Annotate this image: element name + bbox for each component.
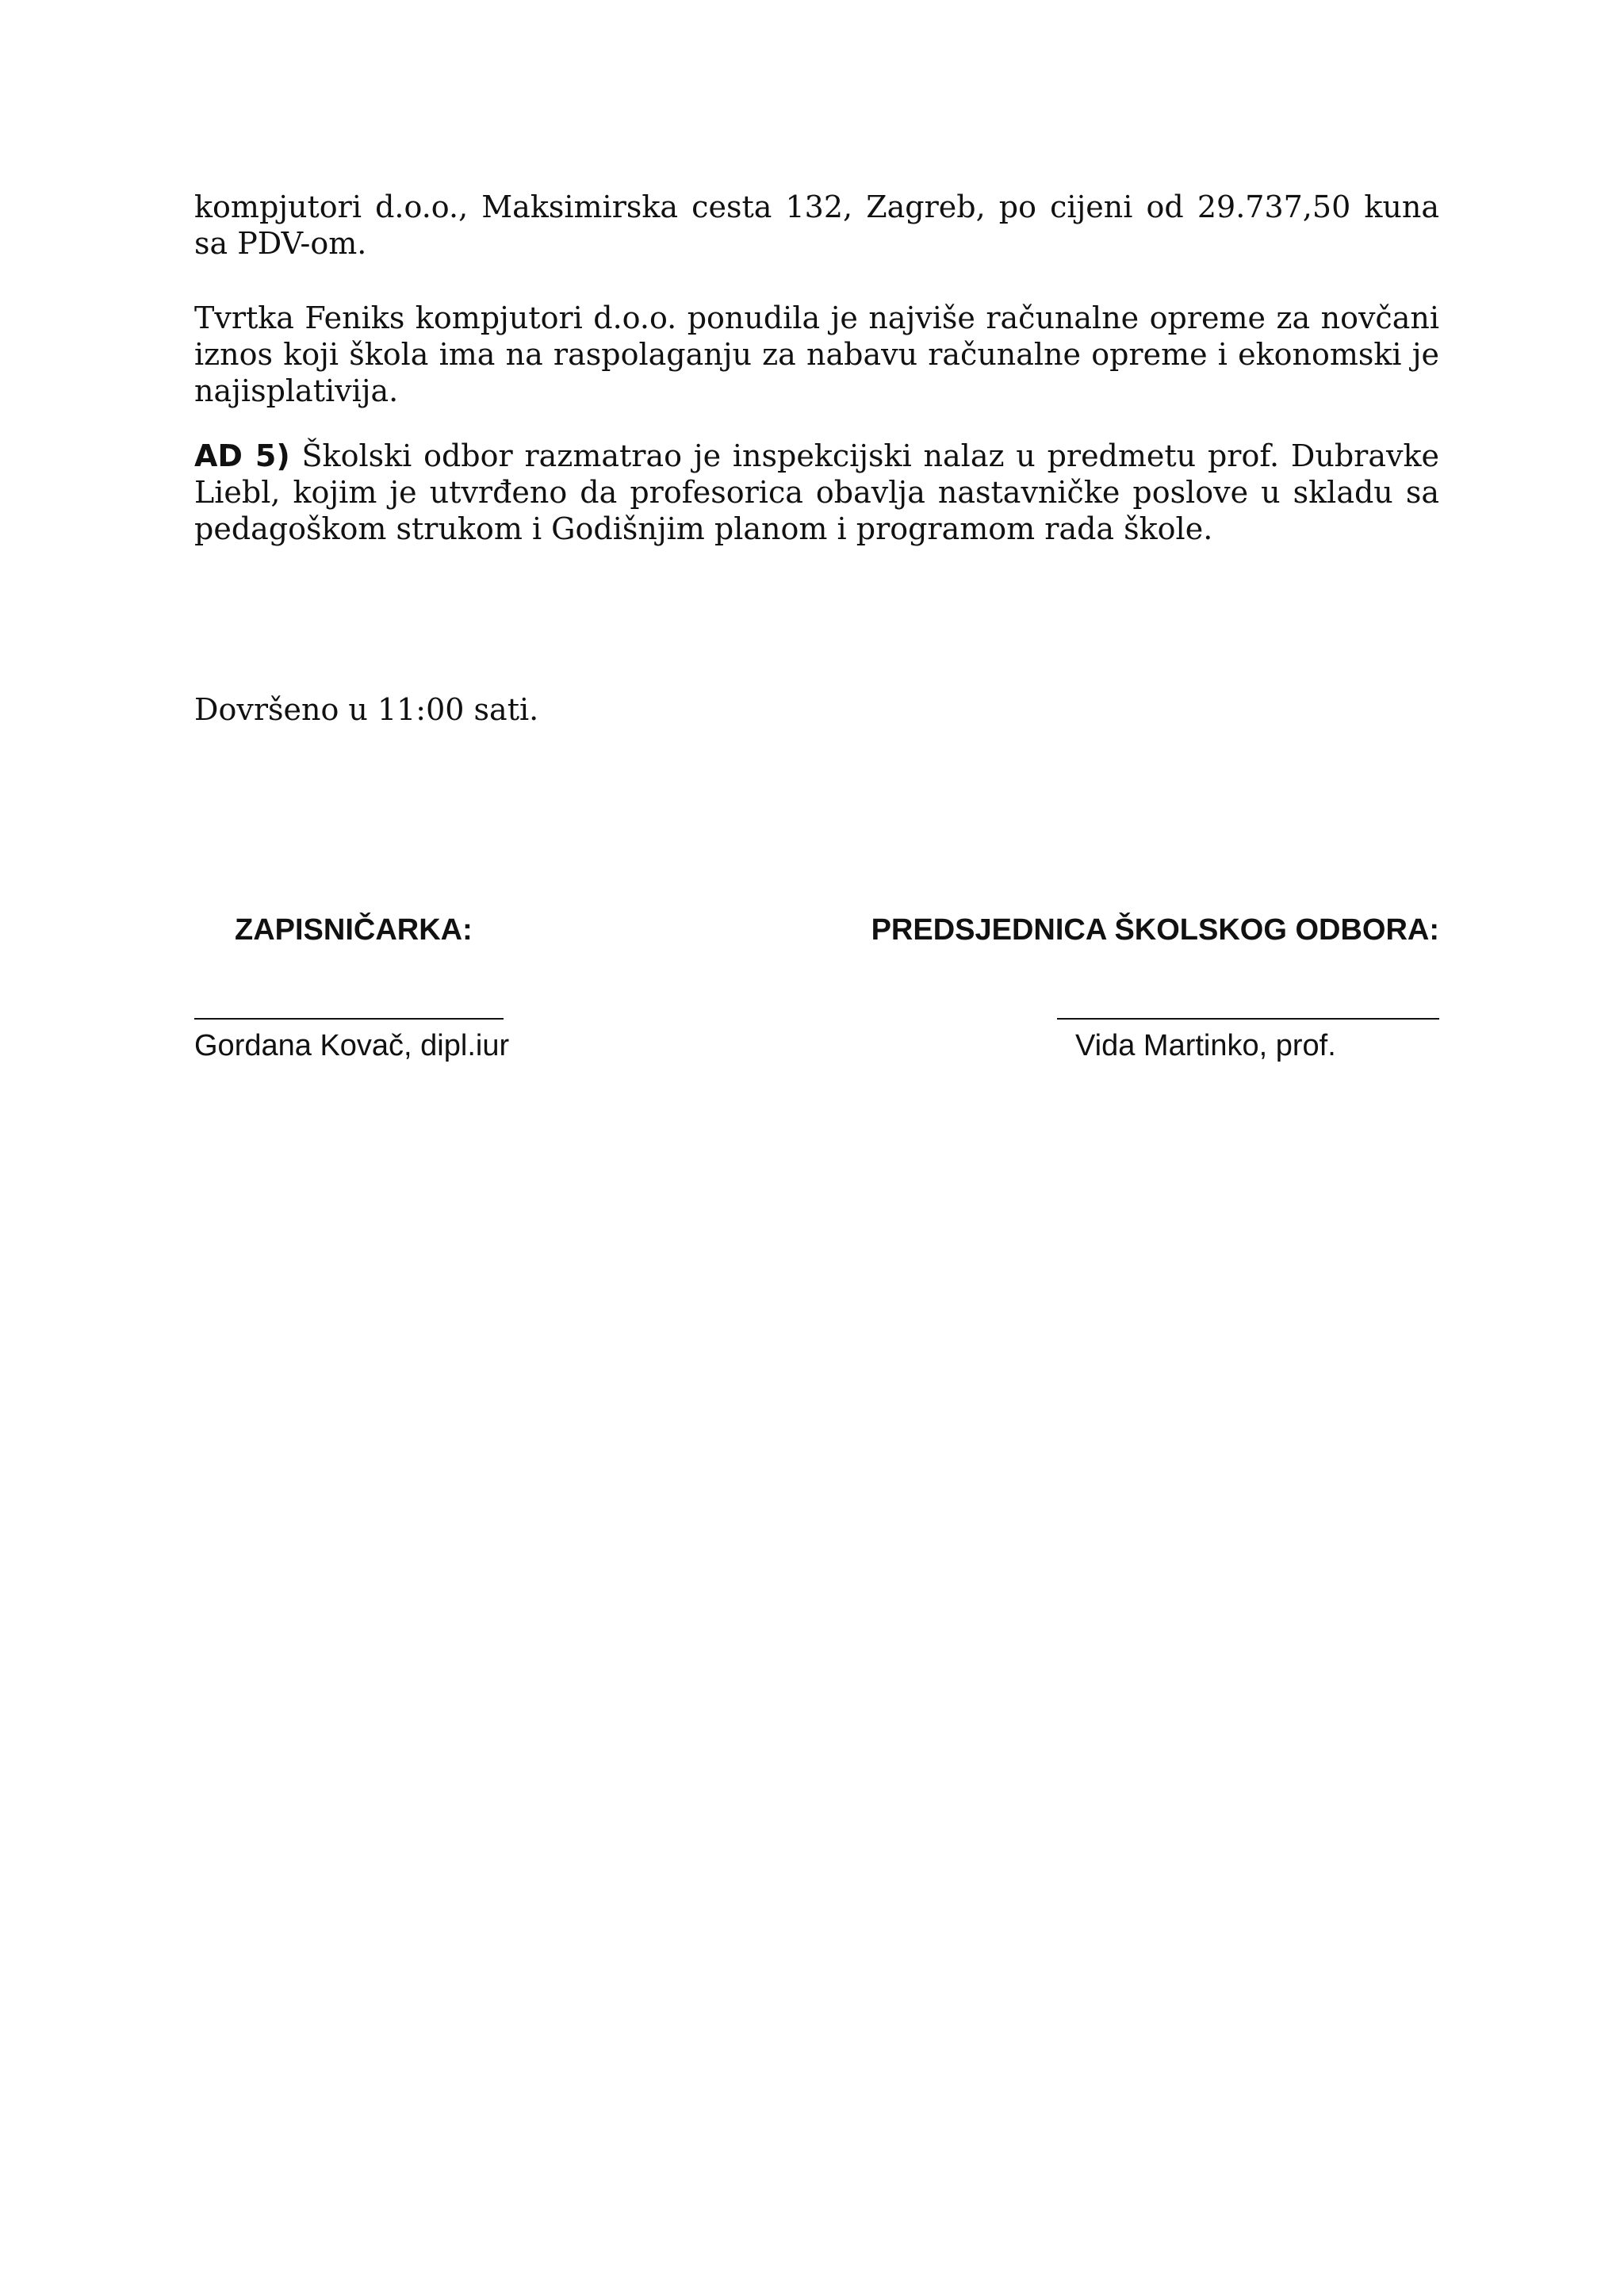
paragraph-offer-continuation: kompjutori d.o.o., Maksimirska cesta 132, Zagreb, po cijeni od 29.737,50 kuna sa PDV-om. <box>194 189 1439 261</box>
board-president-name: Vida Martinko, prof. <box>1075 1029 1336 1062</box>
agenda-item-label: AD 5) <box>194 438 290 473</box>
paragraph-agenda-item-5 <box>194 438 1439 547</box>
recorder-signature-line <box>194 1018 504 1020</box>
agenda-item-text: Školski odbor razmatrao je inspekcijski nalaz u predmetu prof. Dubravke Liebl, kojim je utvrđeno da profesorica obavlja nastavničke poslove u skladu sa pedagoškom strukom i Godišnjim planom i programom rada škole. <box>194 438 1439 546</box>
paragraph-feniks-offer: Tvrtka Feniks kompjutori d.o.o. ponudila je najviše računalne opreme za novčani iznos koji škola ima na raspolaganju za nabavu računalne opreme i ekonomski je najisplativija. <box>194 300 1439 408</box>
board-president-signature-line <box>1057 1018 1439 1020</box>
recorder-title: ZAPISNIČARKA: <box>235 913 473 947</box>
recorder-name: Gordana Kovač, dipl.iur <box>194 1029 510 1062</box>
paragraph-closing-time: Dovršeno u 11:00 sati. <box>194 692 539 727</box>
board-president-title: PREDSJEDNICA ŠKOLSKOG ODBORA: <box>871 913 1439 947</box>
